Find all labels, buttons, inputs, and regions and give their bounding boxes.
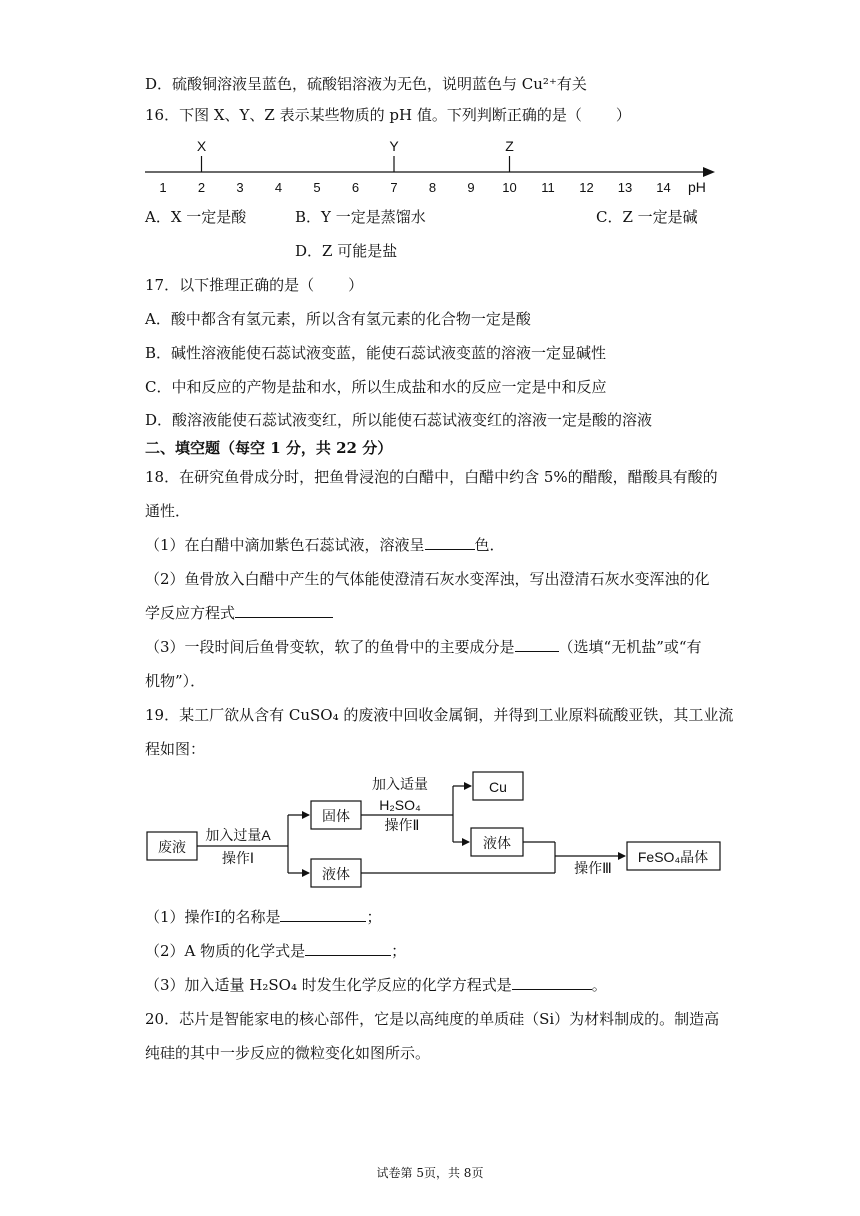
ph-axis-arrow (703, 167, 715, 177)
q18-part-1-end: 色． (474, 536, 505, 554)
flow-solid: 固体 (322, 808, 350, 824)
flow-cu: Cu (489, 779, 507, 795)
flow-liquid-2: 液体 (483, 835, 511, 851)
ph-scale-figure (140, 135, 730, 205)
section-heading: 二、填空题（每空 1 分，共 22 分） (145, 439, 393, 457)
q19-part-1-text: （1）操作Ⅰ的名称是 (145, 908, 281, 926)
ph-tick-label: 10 (502, 180, 517, 195)
q17-stem (145, 275, 363, 295)
q18-part-2: （2）鱼骨放入白醋中产生的气体能使澄清石灰水变浑浊，写出澄清石灰水变浑浊的化 (145, 570, 710, 588)
answer-blank[interactable] (425, 535, 475, 550)
q15-option-d: D．硫酸铜溶液呈蓝色，硫酸铝溶液为无色，说明蓝色与 Cu²⁺有关 (145, 75, 587, 93)
q18-line-1: 18．在研究鱼骨成分时，把鱼骨浸泡的白醋中，白醋中约含 5%的醋酸，醋酸具有酸的 (145, 468, 718, 486)
answer-blank[interactable] (280, 907, 366, 922)
q20-line-2: 纯硅的其中一步反应的微粒变化如图所示。 (145, 1044, 431, 1062)
ph-tick-label: 6 (351, 180, 360, 195)
q17-option-b: B．碱性溶液能使石蕊试液变蓝，能使石蕊试液变蓝的溶液一定显碱性 (145, 344, 607, 362)
q16-stem (145, 105, 631, 125)
q16-option-c: C．Z 一定是碱 (596, 208, 698, 226)
q19-flow-diagram (140, 764, 730, 900)
q17-stem-end: ） (348, 276, 364, 294)
ph-tick-label: 14 (656, 180, 671, 195)
q19-part-3 (145, 975, 607, 995)
q18-part-1-text: （1）在白醋中滴加紫色石蕊试液，溶液呈 (145, 536, 425, 554)
flow-add-h2so4-1: 加入适量 (372, 776, 428, 792)
answer-blank[interactable] (515, 637, 559, 652)
q18-part-3 (145, 637, 702, 657)
ph-unit-label: pH (688, 179, 706, 195)
flow-liquid-1: 液体 (322, 866, 350, 882)
q18-part-3-cont: 机物”）． (145, 672, 206, 690)
q18-part-2-text: 学反应方程式 (145, 604, 236, 622)
ph-marker-z-label: Z (505, 138, 514, 154)
q16-option-a: A．X 一定是酸 (145, 208, 247, 226)
q19-part-1-end: ； (366, 908, 382, 926)
ph-tick-label: 7 (390, 180, 398, 195)
flow-waste: 废液 (158, 839, 186, 855)
flow-op2: 操作Ⅱ (384, 817, 420, 833)
answer-blank[interactable] (235, 603, 333, 618)
ph-tick-label: 13 (617, 180, 633, 195)
ph-marker-y-label: Y (389, 138, 399, 154)
flow-product: FeSO₄晶体 (637, 849, 709, 865)
q19-line-1: 19．某工厂欲从含有 CuSO₄ 的废液中回收金属铜，并得到工业原料硫酸亚铁，其工业流 (145, 706, 734, 724)
q19-part-2 (145, 941, 406, 961)
q18-part-3-text: （3）一段时间后鱼骨变软，软了的鱼骨中的主要成分是 (145, 638, 515, 656)
ph-marker-x-label: X (196, 138, 207, 154)
q19-line-2: 程如图： (145, 740, 206, 758)
ph-tick-label: 5 (313, 180, 321, 195)
q17-option-a: A．酸中都含有氢元素，所以含有氢元素的化合物一定是酸 (145, 310, 531, 328)
ph-tick-label: 9 (467, 180, 475, 195)
ph-tick-label: 3 (236, 180, 244, 195)
flow-op3: 操作Ⅲ (574, 860, 612, 876)
q19-part-1 (145, 907, 382, 927)
q18-line-2: 通性． (145, 502, 191, 520)
flow-op1: 操作Ⅰ (221, 850, 255, 866)
answer-blank[interactable] (305, 941, 391, 956)
ph-tick-label: 11 (541, 180, 555, 195)
q19-part-3-text: （3）加入适量 H₂SO₄ 时发生化学反应的化学方程式是 (145, 976, 512, 994)
q17-option-d: D．酸溶液能使石蕊试液变红，所以能使石蕊试液变红的溶液一定是酸的溶液 (145, 411, 653, 429)
ph-tick-label: 8 (428, 180, 437, 195)
ph-tick-label: 4 (274, 180, 283, 195)
q18-part-3-tail: （选填“无机盐”或“有 (558, 638, 702, 656)
q18-part-1 (145, 535, 505, 555)
answer-blank[interactable] (512, 975, 592, 990)
ph-tick-label: 2 (197, 180, 206, 195)
ph-tick-label: 12 (579, 180, 594, 195)
q19-part-3-end: 。 (591, 976, 607, 994)
q17-stem-text: 17．以下推理正确的是（ (145, 276, 315, 294)
q16-option-d: D．Z 可能是盐 (295, 242, 398, 260)
q16-option-b: B．Y 一定是蒸馏水 (295, 208, 426, 226)
q19-part-2-end: ； (391, 942, 407, 960)
flow-add-a: 加入过量A (205, 827, 271, 843)
flow-add-h2so4-2: H₂SO₄ (379, 797, 421, 813)
q17-option-c: C．中和反应的产物是盐和水，所以生成盐和水的反应一定是中和反应 (145, 378, 607, 396)
q16-stem-end: ） (615, 106, 631, 124)
q19-part-2-text: （2）A 物质的化学式是 (145, 942, 306, 960)
ph-tick-label: 1 (159, 180, 167, 195)
q20-line-1: 20．芯片是智能家电的核心部件，它是以高纯度的单质硅（Si）为材料制成的。制造高 (145, 1010, 720, 1028)
page-footer: 试卷第 5页，共 8页 (376, 1166, 484, 1180)
q16-stem-text: 16．下图 X、Y、Z 表示某些物质的 pH 值。下列判断正确的是（ (145, 106, 582, 124)
q18-part-2-cont (145, 603, 333, 623)
